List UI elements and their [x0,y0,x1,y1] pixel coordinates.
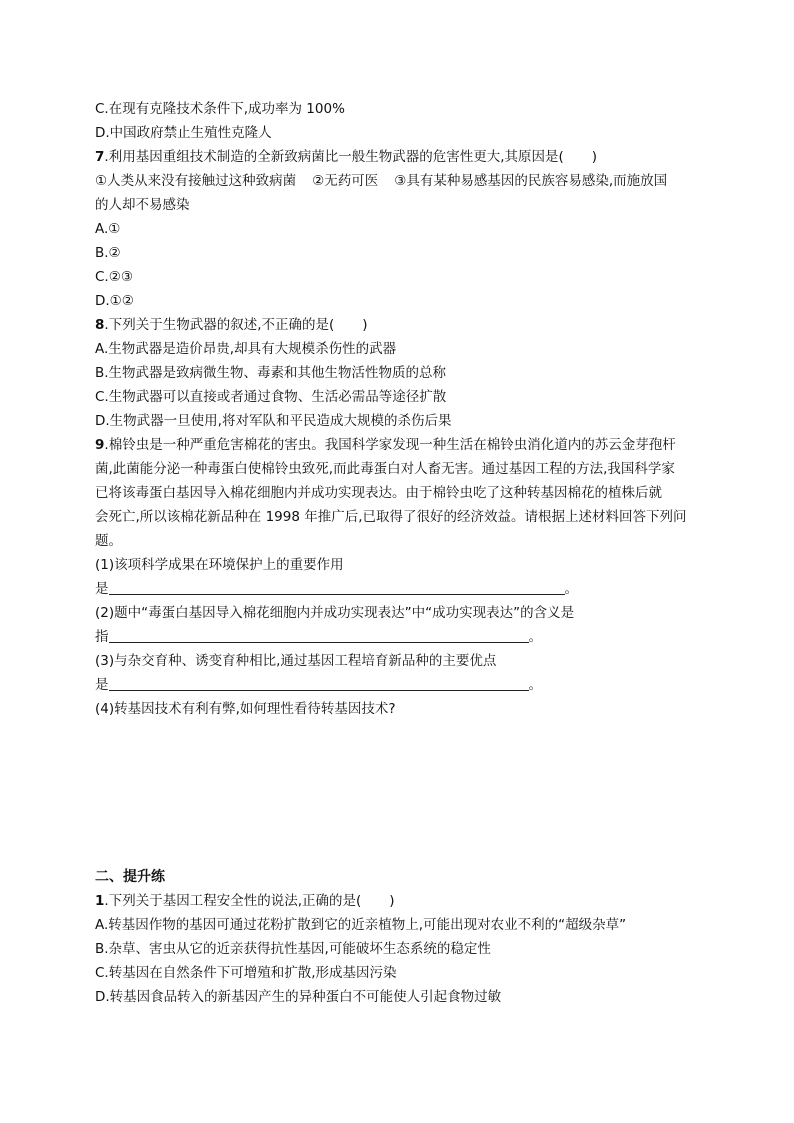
q9-sub-2-answer [95,628,542,646]
q8-option-a: A.生物武器是造价昂贵,却具有大规模杀伤性的武器 [95,341,397,357]
question-number: 7 [95,149,105,165]
section-title: 二、提升练 [95,869,165,885]
question-9-line-1 [95,436,676,454]
item-3: ③具有某种易感基因的民族容易感染,而施放国 [394,173,668,189]
answer-blank-3[interactable] [109,677,529,691]
question-9-line-2: 菌,此菌能分泌一种毒蛋白使棉铃虫致死,而此毒蛋白对人畜无害。通过基因工程的方法,我国科学家 [95,461,675,477]
answer-lead: 指 [95,629,109,645]
q7-option-c: C.②③ [95,269,133,285]
answer-blank-1[interactable] [109,581,565,595]
q9-sub-3-prompt: (3)与杂交育种、诱变育种相比,通过基因工程培育新品种的主要优点 [95,653,497,669]
question-text: .下列关于生物武器的叙述,不正确的是( [104,317,335,333]
s1-option-c: C.转基因在自然条件下可增殖和扩散,形成基因污染 [95,965,397,981]
q9-sub-2-prompt: (2)题中“毒蛋白基因导入棉花细胞内并成功实现表达”中“成功实现表达”的含义是 [95,605,575,621]
question-text: .下列关于基因工程安全性的说法,正确的是( [104,893,362,909]
question-text: .利用基因重组技术制造的全新致病菌比一般生物武器的危害性更大,其原因是( [104,149,564,165]
item-2: ②无药可医 [312,173,379,189]
option-d-prev: D.中国政府禁止生殖性克隆人 [95,125,272,141]
question-7-items-cont: 的人却不易感染 [95,197,190,213]
question-number: 8 [95,317,105,333]
q7-option-b: B.② [95,245,121,261]
period: 。 [528,677,542,693]
q9-sub-1-prompt: (1)该项科学成果在环境保护上的重要作用 [95,557,344,573]
question-8-stem [95,316,368,334]
paren-close: ) [362,317,368,333]
q8-option-c: C.生物武器可以直接或者通过食物、生活必需品等途径扩散 [95,389,447,405]
paren-close: ) [591,149,598,165]
question-9-line-5: 题。 [95,533,122,549]
s1-option-a: A.转基因作物的基因可通过花粉扩散到它的近亲植物上,可能出现对农业不利的“超级杂草” [95,917,627,933]
q8-option-d: D.生物武器一旦使用,将对军队和平民造成大规模的杀伤后果 [95,413,452,429]
q7-option-a: A.① [95,221,121,237]
item-1: ①人类从来没有接触过这种致病菌 [95,173,297,189]
question-7-items [95,172,667,190]
period: 。 [564,581,578,597]
q9-sub-4-prompt: (4)转基因技术有利有弊,如何理性看待转基因技术? [95,701,396,717]
question-text: .棉铃虫是一种严重危害棉花的害虫。我国科学家发现一种生活在棉铃虫消化道内的苏云金芽孢杆 [104,437,676,453]
option-c-prev: C.在现有克隆技术条件下,成功率为 100% [95,101,345,117]
s1-option-b: B.杂草、害虫从它的近亲获得抗性基因,可能破坏生态系统的稳定性 [95,941,491,957]
q9-sub-1-answer [95,580,578,598]
paren-close: ) [389,893,395,909]
answer-lead: 是 [95,581,109,597]
section2-question-1-stem [95,892,395,910]
period: 。 [528,629,542,645]
question-9-line-4: 会死亡,所以该棉花新品种在 1998 年推广后,已取得了很好的经济效益。请根据上述材料回答下列问 [95,509,687,525]
answer-lead: 是 [95,677,109,693]
question-number: 1 [95,893,105,909]
q9-sub-3-answer [95,676,542,694]
question-7-stem [95,148,597,166]
s1-option-d: D.转基因食品转入的新基因产生的异种蛋白不可能使人引起食物过敏 [95,989,502,1005]
answer-blank-2[interactable] [109,629,529,643]
question-number: 9 [95,437,105,453]
question-9-line-3: 已将该毒蛋白基因导入棉花细胞内并成功实现表达。由于棉铃虫吃了这种转基因棉花的植株后就 [95,485,662,501]
q8-option-b: B.生物武器是致病微生物、毒素和其他生物活性物质的总称 [95,365,447,381]
q7-option-d: D.①② [95,293,134,309]
